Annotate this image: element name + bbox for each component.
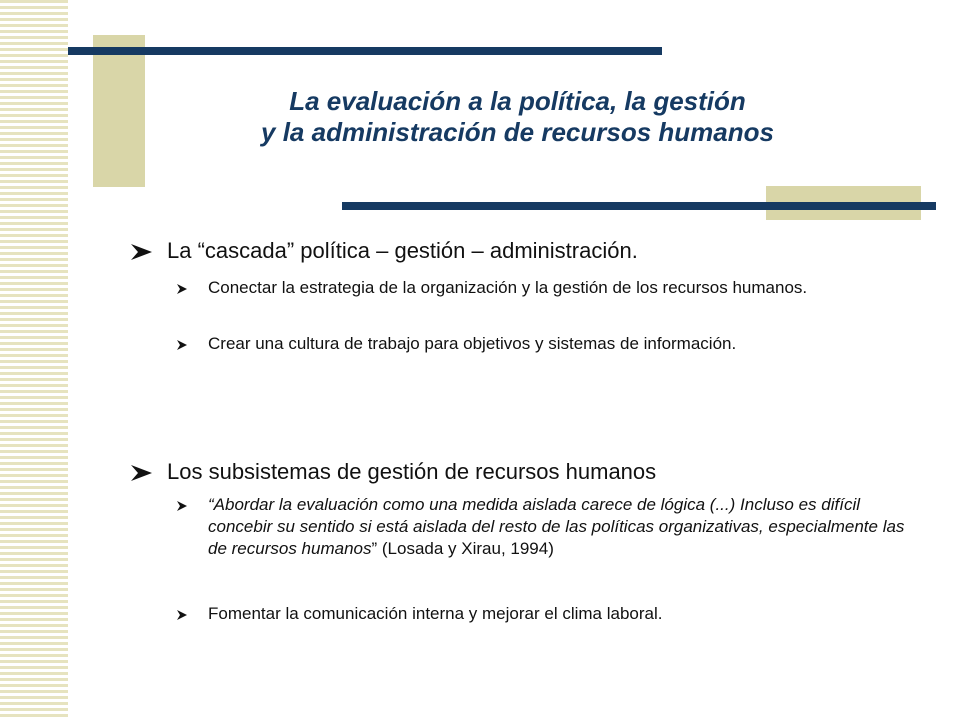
slide-title-line-1: La evaluación a la política, la gestión (289, 86, 746, 116)
navy-bar-top (68, 47, 662, 55)
arrowhead-bullet-icon (130, 243, 154, 261)
list-item-text: Crear una cultura de trabajo para objetivos y sistemas de información. (208, 334, 737, 353)
list-item-text: Conectar la estrategia de la organización y la gestión de los recursos humanos. (208, 278, 808, 297)
small-arrowhead-bullet-icon (177, 501, 187, 511)
slide-title-line-2: y la administración de recursos humanos (261, 117, 774, 147)
small-arrowhead-bullet-icon (177, 610, 187, 620)
list-item-text: Fomentar la comunicación interna y mejorar el clima laboral. (208, 604, 663, 623)
navy-bar-middle (342, 202, 936, 210)
quote-text: “Abordar la evaluación como una medida aislada carece de lógica (...) Incluso es difícil concebir su sentido si está aislada del resto de las políticas organizativas, especialmente las de recursos humanos (208, 495, 905, 558)
list-item-text (208, 494, 908, 560)
quote-close-mark: ” (371, 539, 378, 558)
left-stripe-decoration (0, 0, 68, 720)
slide-title (140, 86, 895, 148)
small-arrowhead-bullet-icon (177, 284, 187, 294)
section-heading-text: Los subsistemas de gestión de recursos humanos (167, 459, 657, 484)
quote-citation: (Losada y Xirau, 1994) (377, 539, 554, 558)
small-arrowhead-bullet-icon (177, 340, 187, 350)
arrowhead-bullet-icon (130, 464, 154, 482)
section-heading-text: La “cascada” política – gestión – administración. (167, 238, 638, 263)
khaki-block-left (93, 35, 145, 187)
